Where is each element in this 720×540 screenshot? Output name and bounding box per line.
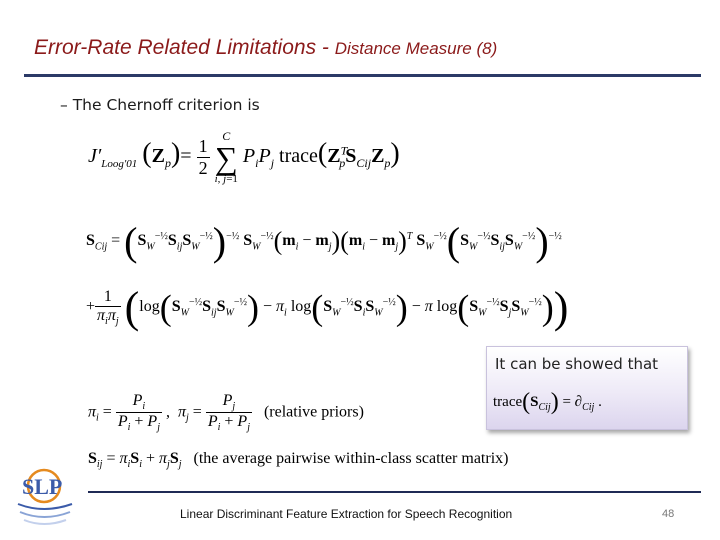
slp-logo-text: SLP <box>22 474 63 499</box>
slide-title-sub: Distance Measure (8) <box>334 39 498 58</box>
callout-equation: $trace(S_{Cij}) = \partial_{Cij}$ . <box>493 389 602 415</box>
equation-chernoff-criterion: $J'_{Loog'01}$ $(Z_p)=$ $\frac{1}{2}$ C ∑ i, j=1 $P_iP_j$ $trace(Z^T_pS_{Cij}Z_p)$ <box>88 129 400 185</box>
note-callout <box>486 346 688 430</box>
bullet-item <box>60 96 260 114</box>
footer-divider <box>88 491 701 493</box>
bullet-text: The Chernoff criterion is <box>72 96 260 114</box>
bullet-dash: – <box>60 96 68 114</box>
slide-title-main: Error-Rate Related Limitations - <box>34 36 335 59</box>
equation-log-term: + $\frac{1}{\pi_i\pi_j}$ ($\log(S_W^{-\frac{1}{2}}S_{ij}S_W^{-\frac{1}{2}}) - \pi_i$ $\log(S_W^{-\frac{1}{2}}S_iS_W^{-\frac{1}{2}}) - \pi$ $\log(S_W^{-\frac{1}{2}}S_jS_W^{-\frac{1}{2}})$) <box>86 283 569 332</box>
page-number: 48 <box>662 508 675 520</box>
equation-scatter-cij: $S_{Cij} = (S_W^{-\frac{1}{2}}S_{ij}S_W^{-\frac{1}{2}})^{-\frac{1}{2}}$ $S_W^{-\frac{1}{2}}(m_i - m_j)(m_i - m_j)^T$ $S_W^{-\frac{1}{2}}(S_W^{-\frac{1}{2}}S_{ij}S_W^{-\frac{1}{2}})^{-\frac{1}{2}}$ <box>86 219 562 264</box>
slp-logo-graphic <box>14 460 76 530</box>
equation-pairwise-scatter: $S_{ij} = \pi_iS_i + \pi_jS_j$ (the average pairwise within-class scatter matrix) <box>88 450 509 471</box>
slp-logo <box>14 460 76 530</box>
title-divider <box>24 74 701 77</box>
callout-text: It can be showed that <box>495 355 659 373</box>
footer-text: Linear Discriminant Feature Extraction for Speech Recognition <box>180 507 513 521</box>
equation-relative-priors: $\pi_i$ = $\frac{P_i}{P_i + P_j}$ , $\pi_j$ = $\frac{P_j}{P_i + P_j}$ (relative priors) <box>88 392 364 434</box>
slide-title <box>34 36 497 60</box>
